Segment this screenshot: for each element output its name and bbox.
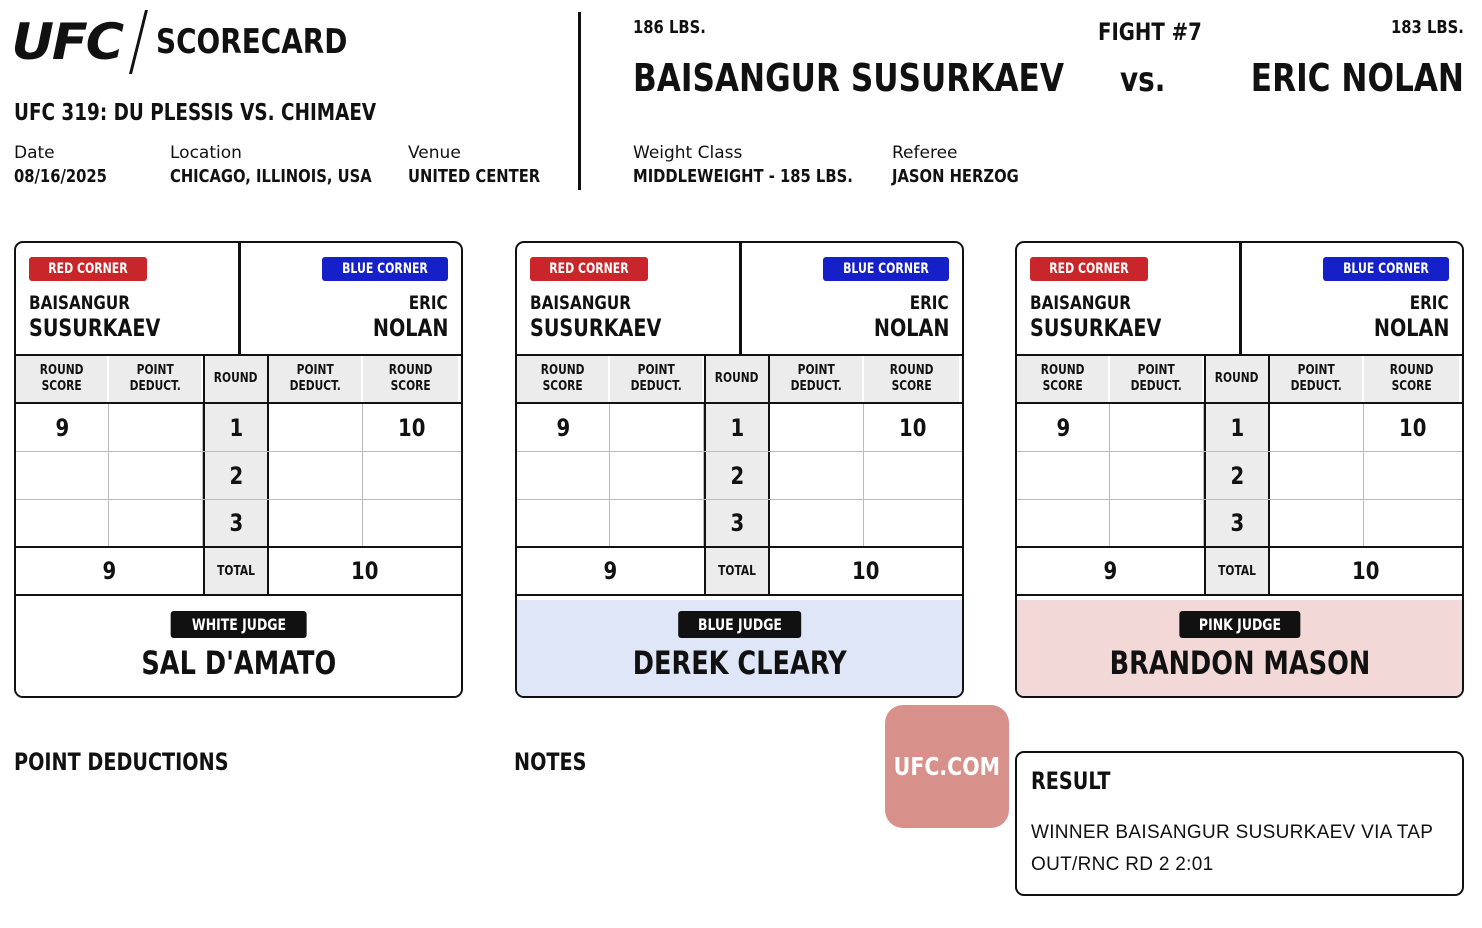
referee-label: Referee (892, 143, 958, 163)
corner-divider (238, 243, 241, 356)
red-point-deduct-header: POINT DEDUCT. (610, 356, 704, 402)
weight-class-label: Weight Class (633, 143, 743, 163)
blue-round-score-header: ROUND SCORE (1364, 356, 1461, 402)
blue-point-deduct (1270, 404, 1364, 451)
red-corner-last-name: SUSURKAEV (1030, 314, 1162, 342)
result-title: RESULT (1031, 767, 1111, 795)
round-number: 1 (203, 404, 269, 451)
blue-point-deduct-header: POINT DEDUCT. (1270, 356, 1364, 402)
blue-point-deduct-header: POINT DEDUCT. (269, 356, 363, 402)
total-label: TOTAL (203, 548, 269, 594)
red-round-score (517, 500, 610, 546)
round-row (517, 500, 962, 548)
round-row (1017, 500, 1462, 548)
red-point-deduct (610, 500, 704, 546)
venue-value: UNITED CENTER (408, 166, 541, 187)
blue-corner-badge: BLUE CORNER (823, 257, 949, 281)
judge-badge: PINK JUDGE (1179, 611, 1300, 638)
blue-round-score: 10 (898, 413, 927, 442)
location-label: Location (170, 143, 242, 163)
round-number: 1 (1204, 404, 1270, 451)
red-point-deduct (109, 404, 203, 451)
corners-header (16, 243, 461, 356)
round-number: 2 (704, 452, 770, 499)
blue-round-score (1364, 452, 1461, 499)
ufc-scorecard-logo (11, 13, 390, 71)
blue-corner-first-name: ERIC (910, 292, 949, 314)
header-divider (578, 12, 581, 190)
round-number: 3 (203, 500, 269, 546)
red-point-deduct (610, 452, 704, 499)
blue-point-deduct (770, 452, 864, 499)
red-corner-first-name: BAISANGUR (530, 292, 631, 314)
location-value: CHICAGO, ILLINOIS, USA (170, 166, 372, 187)
judge-name: SAL D'AMATO (141, 644, 336, 682)
blue-total: 10 (1351, 557, 1380, 585)
date-label: Date (14, 143, 55, 163)
corner-divider (1239, 243, 1242, 356)
red-corner-badge: RED CORNER (1030, 257, 1148, 281)
red-point-deduct (1110, 404, 1204, 451)
score-grid (1017, 356, 1462, 596)
round-row (16, 500, 461, 548)
blue-round-score (363, 500, 460, 546)
blue-point-deduct (1270, 500, 1364, 546)
red-corner-first-name: BAISANGUR (29, 292, 130, 314)
blue-point-deduct (269, 404, 363, 451)
blue-corner-badge: BLUE CORNER (322, 257, 448, 281)
blue-round-score-header: ROUND SCORE (363, 356, 460, 402)
total-row (16, 548, 461, 596)
blue-corner-last-name: NOLAN (372, 314, 448, 342)
round-header: ROUND (1204, 356, 1270, 402)
corner-divider (739, 243, 742, 356)
corners-header (1017, 243, 1462, 356)
red-fighter-weight: 186 LBS. (633, 17, 706, 38)
red-round-score (16, 452, 109, 499)
round-row (517, 452, 962, 500)
weight-class-value: MIDDLEWEIGHT - 185 LBS. (633, 166, 853, 187)
red-point-deduct (109, 452, 203, 499)
blue-corner-badge: BLUE CORNER (1323, 257, 1449, 281)
blue-point-deduct (770, 404, 864, 451)
red-total: 9 (603, 557, 618, 585)
red-round-score (16, 500, 109, 546)
total-label: TOTAL (1204, 548, 1270, 594)
blue-fighter-weight: 183 LBS. (1391, 17, 1464, 38)
judge-name: BRANDON MASON (1109, 644, 1370, 682)
total-label: TOTAL (704, 548, 770, 594)
red-fighter-name: BAISANGUR SUSURKAEV (633, 56, 1064, 100)
judge-scorecard-2 (515, 241, 964, 698)
judge-scorecard-3 (1015, 241, 1464, 698)
point-deductions-title: POINT DEDUCTIONS (14, 748, 229, 776)
blue-point-deduct-header: POINT DEDUCT. (770, 356, 864, 402)
red-corner-last-name: SUSURKAEV (530, 314, 662, 342)
total-row (1017, 548, 1462, 596)
red-round-score: 9 (1017, 404, 1110, 451)
red-round-score (1017, 500, 1110, 546)
referee-value: JASON HERZOG (892, 166, 1019, 187)
vs-label: vs. (1120, 60, 1166, 100)
judge-area (1017, 600, 1462, 698)
round-header: ROUND (704, 356, 770, 402)
red-corner-badge: RED CORNER (29, 257, 147, 281)
red-corner-badge: RED CORNER (530, 257, 648, 281)
blue-fighter-name: ERIC NOLAN (1250, 56, 1464, 100)
blue-round-score: 10 (397, 413, 426, 442)
round-row (1017, 452, 1462, 500)
round-row (1017, 404, 1462, 452)
event-title: UFC 319: DU PLESSIS VS. CHIMAEV (14, 100, 377, 126)
round-row (517, 404, 962, 452)
notes-title: NOTES (514, 748, 587, 776)
round-row (16, 452, 461, 500)
blue-point-deduct (1270, 452, 1364, 499)
red-point-deduct (109, 500, 203, 546)
judge-name: DEREK CLEARY (632, 644, 847, 682)
score-grid (517, 356, 962, 596)
result-box (1015, 751, 1464, 896)
red-point-deduct-header: POINT DEDUCT. (109, 356, 203, 402)
fight-number: FIGHT #7 (1098, 18, 1202, 46)
corners-header (517, 243, 962, 356)
blue-corner-first-name: ERIC (1410, 292, 1449, 314)
round-number: 2 (1204, 452, 1270, 499)
round-header: ROUND (203, 356, 269, 402)
blue-round-score: 10 (1398, 413, 1427, 442)
blue-round-score (1364, 500, 1461, 546)
blue-corner-last-name: NOLAN (873, 314, 949, 342)
blue-total: 10 (851, 557, 880, 585)
judge-badge: WHITE JUDGE (170, 611, 307, 638)
round-number: 3 (704, 500, 770, 546)
judge-scorecard-1 (14, 241, 463, 698)
blue-point-deduct (269, 452, 363, 499)
scorecard-label: SCORECARD (156, 22, 348, 62)
total-row (517, 548, 962, 596)
blue-point-deduct (770, 500, 864, 546)
blue-round-score (363, 452, 460, 499)
red-round-score: 9 (16, 404, 109, 451)
round-rows (517, 404, 962, 548)
round-row (16, 404, 461, 452)
logo-divider (129, 10, 148, 74)
judge-badge: BLUE JUDGE (678, 611, 802, 638)
red-corner-first-name: BAISANGUR (1030, 292, 1131, 314)
red-round-score: 9 (517, 404, 610, 451)
red-point-deduct (610, 404, 704, 451)
date-value: 08/16/2025 (14, 166, 107, 187)
judge-area (16, 600, 461, 698)
red-point-deduct-header: POINT DEDUCT. (1110, 356, 1204, 402)
red-corner-last-name: SUSURKAEV (29, 314, 161, 342)
blue-total: 10 (350, 557, 379, 585)
blue-point-deduct (269, 500, 363, 546)
blue-round-score-header: ROUND SCORE (864, 356, 961, 402)
result-text: WINNER BAISANGUR SUSURKAEV VIA TAP OUT/RNC RD 2 2:01 (1031, 822, 1433, 875)
red-point-deduct (1110, 500, 1204, 546)
red-round-score-header: ROUND SCORE (517, 356, 610, 402)
judge-area (517, 600, 962, 698)
ufc-com-watermark: UFC.COM (885, 705, 1009, 828)
blue-corner-first-name: ERIC (409, 292, 448, 314)
red-total: 9 (1103, 557, 1118, 585)
blue-round-score (864, 500, 961, 546)
red-round-score (1017, 452, 1110, 499)
red-round-score-header: ROUND SCORE (1017, 356, 1110, 402)
ufc-logo: UFC (11, 13, 123, 71)
round-rows (16, 404, 461, 548)
round-number: 3 (1204, 500, 1270, 546)
score-grid-header (16, 356, 461, 404)
red-point-deduct (1110, 452, 1204, 499)
score-grid (16, 356, 461, 596)
score-grid-header (517, 356, 962, 404)
score-grid-header (1017, 356, 1462, 404)
red-round-score-header: ROUND SCORE (16, 356, 109, 402)
red-round-score (517, 452, 610, 499)
venue-label: Venue (408, 143, 461, 163)
round-number: 1 (704, 404, 770, 451)
blue-round-score (864, 452, 961, 499)
round-number: 2 (203, 452, 269, 499)
round-rows (1017, 404, 1462, 548)
red-total: 9 (102, 557, 117, 585)
blue-corner-last-name: NOLAN (1373, 314, 1449, 342)
